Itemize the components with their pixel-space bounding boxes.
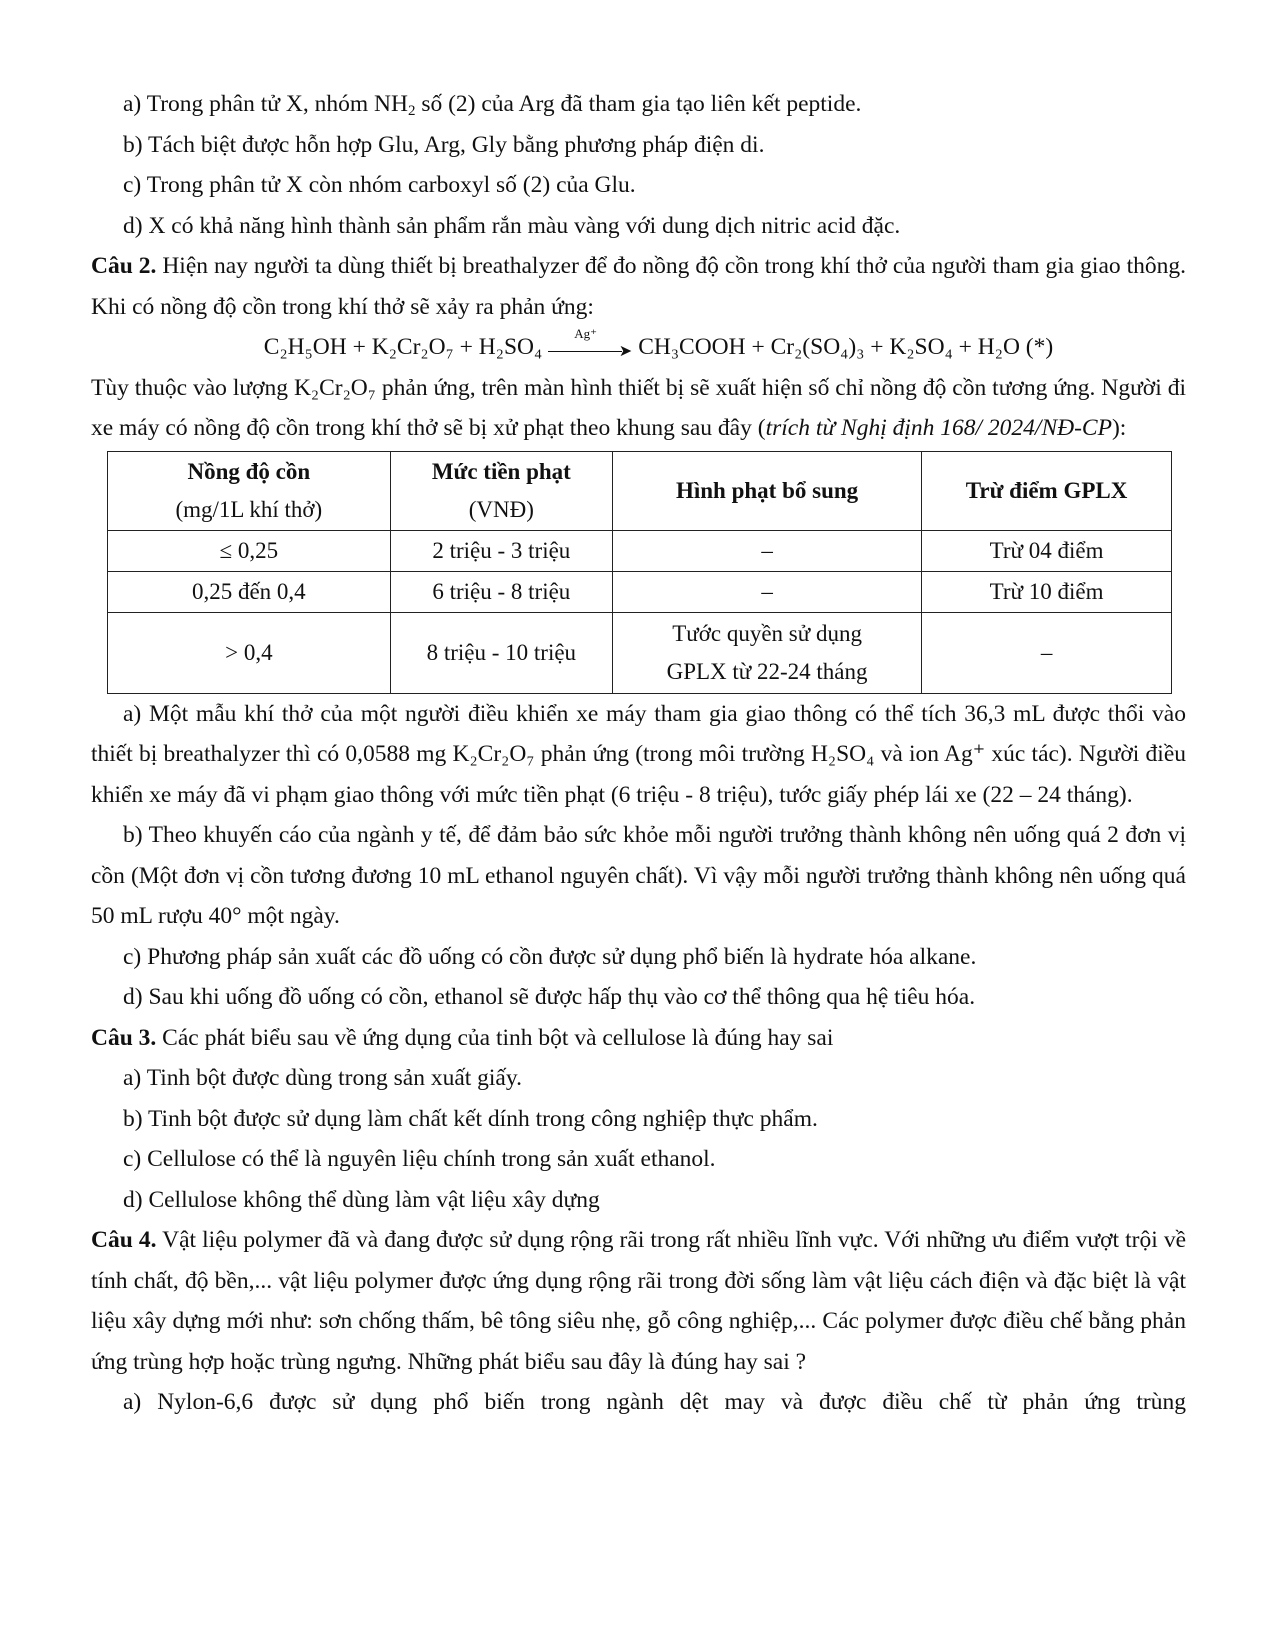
reaction-arrow-icon: Ag⁺ ➤ (548, 339, 632, 359)
q3-item-c: c) Cellulose có thể là nguyên liệu chính trong sản xuất ethanol. (123, 1146, 716, 1172)
q2-item-a: a) Một mẫu khí thở của một người điều khiển xe máy tham gia giao thông có thể tích 36,3 mL được thổi vào thiết bị breathalyzer thì có 0,0588 mg K₂Cr₂O₇ phản ứng (trong môi trường H₂SO₄ và ion Ag⁺ xúc tác). Người điều khiển xe máy đã vi phạm giao thông với mức tiền phạt (6 triệu - 8 triệu), tước giấy phép lái xe (22 – 24 tháng). (91, 700, 1186, 808)
q2-item-c: c) Phương pháp sản xuất các đồ uống có cồn được sử dụng phổ biến là hydrate hóa alkane. (123, 943, 977, 970)
penalty-table (107, 451, 1172, 694)
table-cell: 0,25 đến 0,4 (108, 571, 391, 612)
table-header-row (108, 451, 1172, 530)
table-row (108, 612, 1172, 693)
header-extra-penalty: Hình phạt bổ sung (613, 451, 922, 530)
q1-item-d: d) X có khả năng hình thành sản phẩm rắn màu vàng với dung dịch nitric acid đặc. (123, 212, 901, 239)
q4-item-a: a) Nylon-6,6 được sử dụng phổ biến trong ngành dệt may và được điều chế từ phản ứng trùng (123, 1389, 1186, 1415)
q1-item-b: b) Tách biệt được hỗn hợp Glu, Arg, Gly bằng phương pháp điện di. (123, 131, 765, 158)
q3-item-a: a) Tinh bột được dùng trong sản xuất giấy. (123, 1065, 522, 1091)
q3-item-d: d) Cellulose không thể dùng làm vật liệu xây dựng (123, 1186, 600, 1213)
table-row (108, 530, 1172, 571)
table-cell: – (613, 530, 922, 571)
table-cell: – (922, 612, 1172, 693)
q2-intro: Câu 2. Hiện nay người ta dùng thiết bị breathalyzer để đo nồng độ cồn trong khí thở của người tham gia giao thông. Khi có nồng độ cồn trong khí thở sẽ xảy ra phản ứng: (91, 253, 1186, 320)
table-cell: 2 triệu - 3 triệu (390, 530, 612, 571)
header-concentration: Nồng độ cồn (mg/1L khí thở) (108, 451, 391, 530)
q3-intro: Câu 3. Các phát biểu sau về ứng dụng của tinh bột và cellulose là đúng hay sai (91, 1024, 834, 1051)
table-cell: Trừ 04 điểm (922, 530, 1172, 571)
table-cell: > 0,4 (108, 612, 391, 693)
table-cell: 6 triệu - 8 triệu (390, 571, 612, 612)
table-cell: Trừ 10 điểm (922, 571, 1172, 612)
header-license-points: Trừ điểm GPLX (922, 451, 1172, 530)
q2-item-b: b) Theo khuyến cáo của ngành y tế, để đảm bảo sức khỏe mỗi người trưởng thành không nên uống quá 2 đơn vị cồn (Một đơn vị cồn tương đương 10 mL ethanol nguyên chất). Vì vậy mỗi người trưởng thành không nên uống quá 50 mL rượu 40° một ngày. (91, 822, 1186, 929)
q1-item-c: c) Trong phân tử X còn nhóm carboxyl số (2) của Glu. (123, 172, 636, 198)
q3-item-b: b) Tinh bột được sử dụng làm chất kết dính trong công nghiệp thực phẩm. (123, 1105, 818, 1132)
q2-equation: C₂H₅OH + K₂Cr₂O₇ + H₂SO₄ Ag⁺ ➤ CH₃COOH + Cr₂(SO₄)₃ + K₂SO₄ + H₂O (*) (263, 325, 1054, 360)
q2-paragraph: Tùy thuộc vào lượng K₂Cr₂O₇ phản ứng, trên màn hình thiết bị sẽ xuất hiện số chỉ nồng độ cồn tương ứng. Người đi xe máy có nồng độ cồn trong khí thở sẽ bị xử phạt theo khung sau đây (trích từ Nghị định 168/ 2024/NĐ-CP): (91, 374, 1186, 441)
table-cell: 8 triệu - 10 triệu (390, 612, 612, 693)
q2-item-d: d) Sau khi uống đồ uống có cồn, ethanol sẽ được hấp thụ vào cơ thể thông qua hệ tiêu hóa. (123, 984, 976, 1010)
table-row (108, 571, 1172, 612)
table-cell: Tước quyền sử dụng GPLX từ 22-24 tháng (613, 612, 922, 693)
q1-item-a: a) Trong phân tử X, nhóm $NH_2$ số (2) của Arg đã tham gia tạo liên kết peptide. (123, 91, 862, 119)
table-cell: ≤ 0,25 (108, 530, 391, 571)
header-fine: Mức tiền phạt (VNĐ) (390, 451, 612, 530)
document-page (91, 84, 1186, 1423)
table-cell: – (613, 571, 922, 612)
q4-intro: Câu 4. Vật liệu polymer đã và đang được sử dụng rộng rãi trong rất nhiều lĩnh vực. Với những ưu điểm vượt trội về tính chất, độ bền,... vật liệu polymer được ứng dụng rộng rãi trong đời sống làm vật liệu cách điện và đặc biệt là vật liệu xây dựng mới như: sơn chống thấm, bê tông siêu nhẹ, gỗ công nghiệp,... Các polymer được điều chế bằng phản ứng trùng hợp hoặc trùng ngưng. Những phát biểu sau đây là đúng hay sai ? (91, 1227, 1187, 1375)
